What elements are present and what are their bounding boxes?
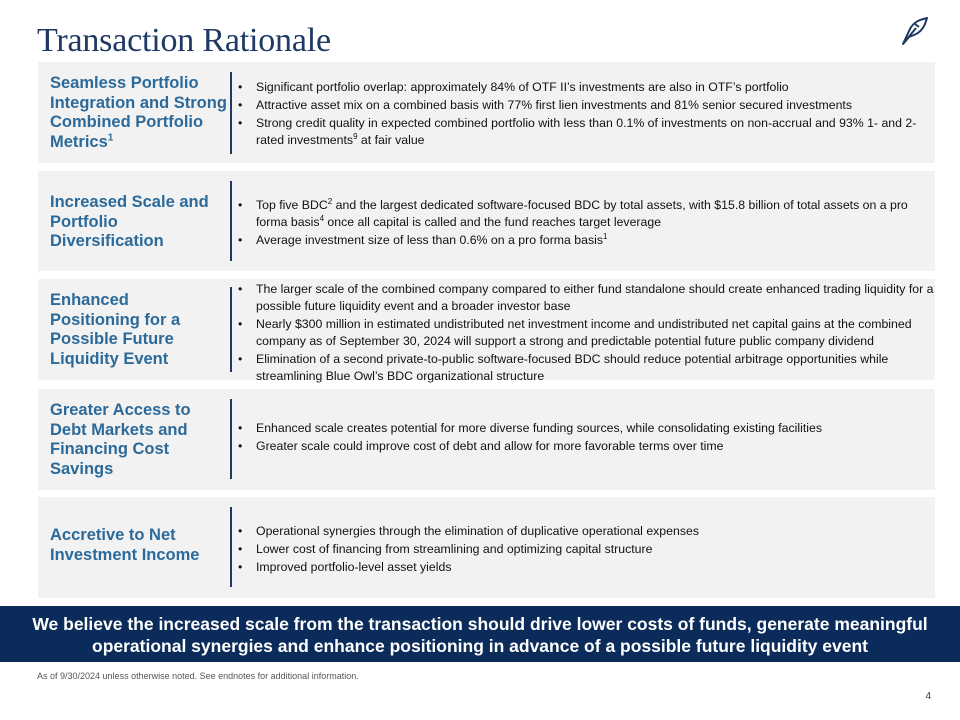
row-heading: Seamless Portfolio Integration and Strong Combined Portfolio Metrics$^1$ [50,74,227,151]
row-heading: Increased Scale and Portfolio Diversification [50,193,209,250]
bullet-text: Top five BDC [256,198,328,212]
bullet-item [234,79,929,96]
bullet-text: Lower cost of financing from streamlining and optimizing capital structure [256,542,653,556]
bullet-text: and the largest dedicated software-focused BDC by total assets, with $15.8 billion of total assets on a pro forma basis [256,198,908,229]
bullet-list [234,420,929,455]
bullet-item [234,281,934,315]
bullet-item [234,523,929,540]
bullet-item [234,351,934,385]
conclusion-banner: We believe the increased scale from the transaction should drive lower costs of funds, generate meaningful operational synergies and enhance positioning in advance of a possible future liquidity event [0,606,960,662]
endnote-superscript: 4 [319,213,325,223]
row-heading: Greater Access to Debt Markets and Financing Cost Savings [50,401,191,478]
endnote-superscript: 2 [327,196,333,206]
bullet-text: Improved portfolio-level asset yields [256,560,452,574]
footnote: As of 9/30/2024 unless otherwise noted. See endnotes for additional information. [37,671,359,681]
rationale-row-liquidity-event [38,279,935,383]
bullet-text: Elimination of a second private-to-public software-focused BDC should reduce potential arbitrage opportunities while streamlining Blue Owl’s BDC organizational structure [256,352,889,383]
bullet-item [234,541,929,558]
bullet-item [234,438,929,455]
bullet-item [234,559,929,576]
rationale-row-debt-markets [38,389,935,490]
page-title: Transaction Rationale [37,22,331,59]
row-heading: Enhanced Positioning for a Possible Future Liquidity Event [50,291,181,368]
endnote-superscript: 1 [603,231,608,241]
divider-line [230,507,232,587]
bullet-item [234,197,929,231]
bullet-text: Greater scale could improve cost of debt and allow for more favorable terms over time [256,439,724,453]
bullet-text: Average investment size of less than 0.6% on a pro forma basis [256,233,604,247]
feather-quill-icon [900,16,930,46]
bullet-text: once all capital is called and the fund reaches target leverage [324,215,662,229]
heading-superscript: 1 [107,132,114,143]
bullet-list [234,523,929,576]
bullet-text: at fair value [357,133,425,147]
bullet-item [234,316,934,350]
bullet-text: Significant portfolio overlap: approximately 84% of OTF II’s investments are also in OTF’s portfolio [256,80,789,94]
bullet-text: Enhanced scale creates potential for more diverse funding sources, while consolidating existing facilities [256,421,822,435]
rationale-row-portfolio-integration [38,62,935,163]
bullet-list [234,197,929,249]
bullet-item [234,420,929,437]
divider-line [230,399,232,479]
bullet-text: Attractive asset mix on a combined basis with 77% first lien investments and 81% senior secured investments [256,98,852,112]
page-number: 4 [925,691,931,702]
rationale-row-scale-diversification [38,171,935,271]
bullet-list [234,281,934,385]
bullet-item [234,115,929,149]
divider-line [230,72,232,154]
divider-line [230,287,232,372]
endnote-superscript: 9 [353,131,358,141]
bullet-text: Operational synergies through the elimination of duplicative operational expenses [256,524,699,538]
divider-line [230,181,232,261]
bullet-item [234,97,929,114]
row-heading: Accretive to Net Investment Income [50,526,200,564]
rationale-row-accretive-nii [38,497,935,598]
bullet-text: Strong credit quality in expected combined portfolio with less than 0.1% of investments on non-accrual and 93% 1- and 2-rated investments [256,116,917,147]
bullet-text: Nearly $300 million in estimated undistributed net investment income and undistributed net capital gains at the combined company as of September 30, 2024 will support a strong and predictable potential future public company dividend [256,317,912,348]
bullet-text: The larger scale of the combined company compared to either fund standalone should create enhanced trading liquidity for a possible future liquidity event and a broader investor base [256,282,934,313]
bullet-item [234,232,929,249]
bullet-list [234,79,929,149]
